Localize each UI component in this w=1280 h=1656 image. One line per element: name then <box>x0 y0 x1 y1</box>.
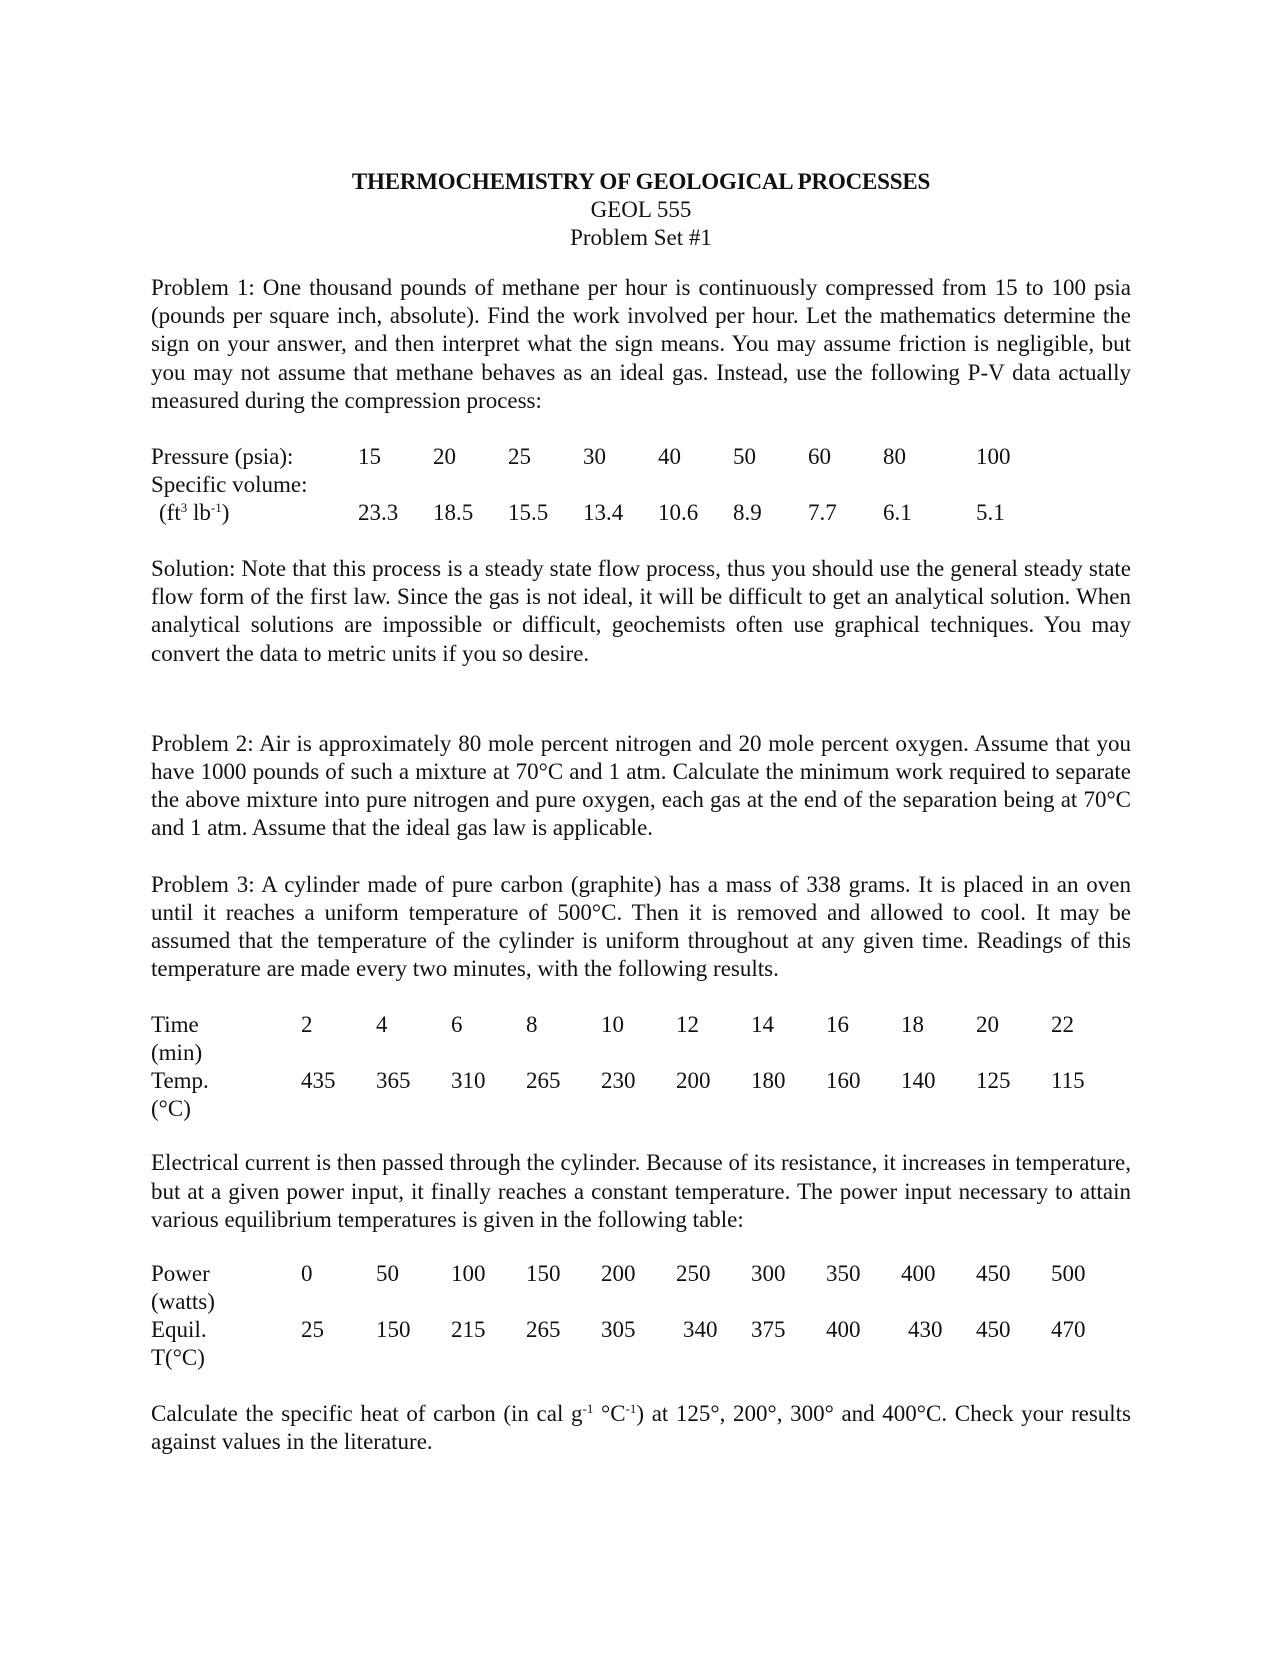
time-value: 18 <box>901 1012 924 1038</box>
time-value: 10 <box>601 1012 624 1038</box>
equil-unit-row <box>151 1344 1131 1372</box>
volume-value: 23.3 <box>358 500 399 526</box>
temp-unit: (°C) <box>151 1096 191 1122</box>
pv-data-table <box>151 443 1131 527</box>
equil-value: 470 <box>1051 1317 1086 1343</box>
problem-3-calculation: Calculate the specific heat of carbon (in cal $g^{-1}$ $^\circ C^{-1}$) at 125°, 200°, 300° and 400°C. Check your results against values in the literature. <box>151 1401 1131 1455</box>
volume-value: 18.5 <box>433 500 474 526</box>
time-unit-row <box>151 1039 1131 1067</box>
temp-label: Temp. <box>151 1068 209 1094</box>
problem-1-solution: Solution: Note that this process is a steady state flow process, thus you should use the general steady state flow form of the first law. Since the gas is not ideal, it will be difficult to get an analytical solution. When analytical solutions are impossible or difficult, geochemists often use graphical techniques. You may convert the data to metric units if you so desire. <box>151 556 1131 666</box>
time-value: 12 <box>676 1012 699 1038</box>
pressure-value: 25 <box>508 444 531 470</box>
pressure-value: 20 <box>433 444 456 470</box>
temp-value: 115 <box>1051 1068 1085 1094</box>
pressure-value: 80 <box>883 444 906 470</box>
problem-set-label: Problem Set #1 <box>570 225 712 250</box>
equil-value: 340 <box>683 1317 718 1343</box>
temp-value: 310 <box>451 1068 486 1094</box>
temp-value: 435 <box>301 1068 336 1094</box>
problem-1-text: Problem 1: One thousand pounds of methane per hour is continuously compressed from 15 to 100 psia (pounds per square inch, absolute). Find the work involved per hour. Let the mathematics determine the sign on your answer, and then interpret what the sign means. You may assume friction is negligible, but you may not assume that methane behaves as an ideal gas. Instead, use the following P-V data actually measured during the compression process: <box>151 275 1131 413</box>
time-value: 20 <box>976 1012 999 1038</box>
document-header <box>151 168 1131 252</box>
temp-row <box>151 1067 1131 1095</box>
equil-value: 265 <box>526 1317 561 1343</box>
equil-row <box>151 1316 1131 1344</box>
equil-value: 25 <box>301 1317 324 1343</box>
problem-3-text: Problem 3: A cylinder made of pure carbon (graphite) has a mass of 338 grams. It is placed in an oven until it reaches a uniform temperature of 500°C. Then it is removed and allowed to cool. It may be assumed that the temperature of the cylinder is uniform throughout at any given time. Readings of this temperature are made every two minutes, with the following results. <box>151 871 1131 982</box>
time-value: 22 <box>1051 1012 1074 1038</box>
power-value: 400 <box>901 1261 936 1287</box>
document-title: THERMOCHEMISTRY OF GEOLOGICAL PROCESSES <box>351 169 931 194</box>
volume-value: 10.6 <box>658 500 699 526</box>
pressure-value: 100 <box>976 444 1011 470</box>
volume-label-row <box>151 471 1131 499</box>
power-value: 450 <box>976 1261 1011 1287</box>
pressure-value: 50 <box>733 444 756 470</box>
power-value: 250 <box>676 1261 711 1287</box>
equil-value: 450 <box>976 1317 1011 1343</box>
power-value: 300 <box>751 1261 786 1287</box>
cooling-table <box>151 1011 1131 1123</box>
course-code: GEOL 555 <box>590 197 692 222</box>
temp-value: 125 <box>976 1068 1011 1094</box>
temp-value: 230 <box>601 1068 636 1094</box>
temp-value: 365 <box>376 1068 411 1094</box>
power-unit: (watts) <box>151 1289 215 1315</box>
temp-value: 265 <box>526 1068 561 1094</box>
temp-value: 180 <box>751 1068 786 1094</box>
temp-value: 140 <box>901 1068 936 1094</box>
equil-unit: T(°C) <box>151 1345 205 1371</box>
equil-value: 305 <box>601 1317 636 1343</box>
volume-label: Specific volume: <box>151 472 308 498</box>
problem-2-text: Problem 2: Air is approximately 80 mole percent nitrogen and 20 mole percent oxygen. Assume that you have 1000 pounds of such a mixture at 70°C and 1 atm. Calculate the minimum work required to separate the above mixture into pure nitrogen and pure oxygen, each gas at the end of the separation being at 70°C and 1 atm. Assume that the ideal gas law is applicable. <box>151 730 1131 841</box>
pressure-value: 60 <box>808 444 831 470</box>
power-unit-row <box>151 1288 1131 1316</box>
equil-value: 400 <box>826 1317 861 1343</box>
temp-value: 160 <box>826 1068 861 1094</box>
volume-value: 5.1 <box>976 500 1005 526</box>
time-value: 8 <box>526 1012 538 1038</box>
volume-value: 13.4 <box>583 500 624 526</box>
time-row <box>151 1011 1131 1039</box>
volume-value: 15.5 <box>508 500 549 526</box>
volume-value: 7.7 <box>808 500 837 526</box>
problem-3-text-2: Electrical current is then passed through the cylinder. Because of its resistance, it increases in temperature, but at a given power input, it finally reaches a constant temperature. The power input necessary to attain various equilibrium temperatures is given in the following table: <box>151 1150 1131 1232</box>
volume-value: 8.9 <box>733 500 762 526</box>
equil-label: Equil. <box>151 1317 207 1343</box>
power-value: 100 <box>451 1261 486 1287</box>
time-unit: (min) <box>151 1040 203 1066</box>
volume-value: 6.1 <box>883 500 912 526</box>
time-value: 2 <box>301 1012 313 1038</box>
power-value: 500 <box>1051 1261 1086 1287</box>
time-value: 6 <box>451 1012 463 1038</box>
volume-row <box>151 499 1131 527</box>
volume-units: ($ft^3$ $lb^{-1}$) <box>159 500 230 526</box>
temp-value: 200 <box>676 1068 711 1094</box>
power-table <box>151 1260 1131 1372</box>
time-value: 16 <box>826 1012 849 1038</box>
time-label: Time <box>151 1012 199 1038</box>
time-value: 4 <box>376 1012 388 1038</box>
equil-value: 215 <box>451 1317 486 1343</box>
power-value: 150 <box>526 1261 561 1287</box>
pressure-row <box>151 443 1131 471</box>
pressure-value: 15 <box>358 444 381 470</box>
equil-value: 430 <box>908 1317 943 1343</box>
power-value: 0 <box>301 1261 313 1287</box>
power-value: 350 <box>826 1261 861 1287</box>
time-value: 14 <box>751 1012 774 1038</box>
power-label: Power <box>151 1261 210 1287</box>
document-page <box>151 168 1131 1456</box>
pressure-value: 40 <box>658 444 681 470</box>
power-row <box>151 1260 1131 1288</box>
temp-unit-row <box>151 1095 1131 1123</box>
equil-value: 375 <box>751 1317 786 1343</box>
power-value: 200 <box>601 1261 636 1287</box>
pressure-value: 30 <box>583 444 606 470</box>
power-value: 50 <box>376 1261 399 1287</box>
equil-value: 150 <box>376 1317 411 1343</box>
pressure-label: Pressure (psia): <box>151 444 294 470</box>
